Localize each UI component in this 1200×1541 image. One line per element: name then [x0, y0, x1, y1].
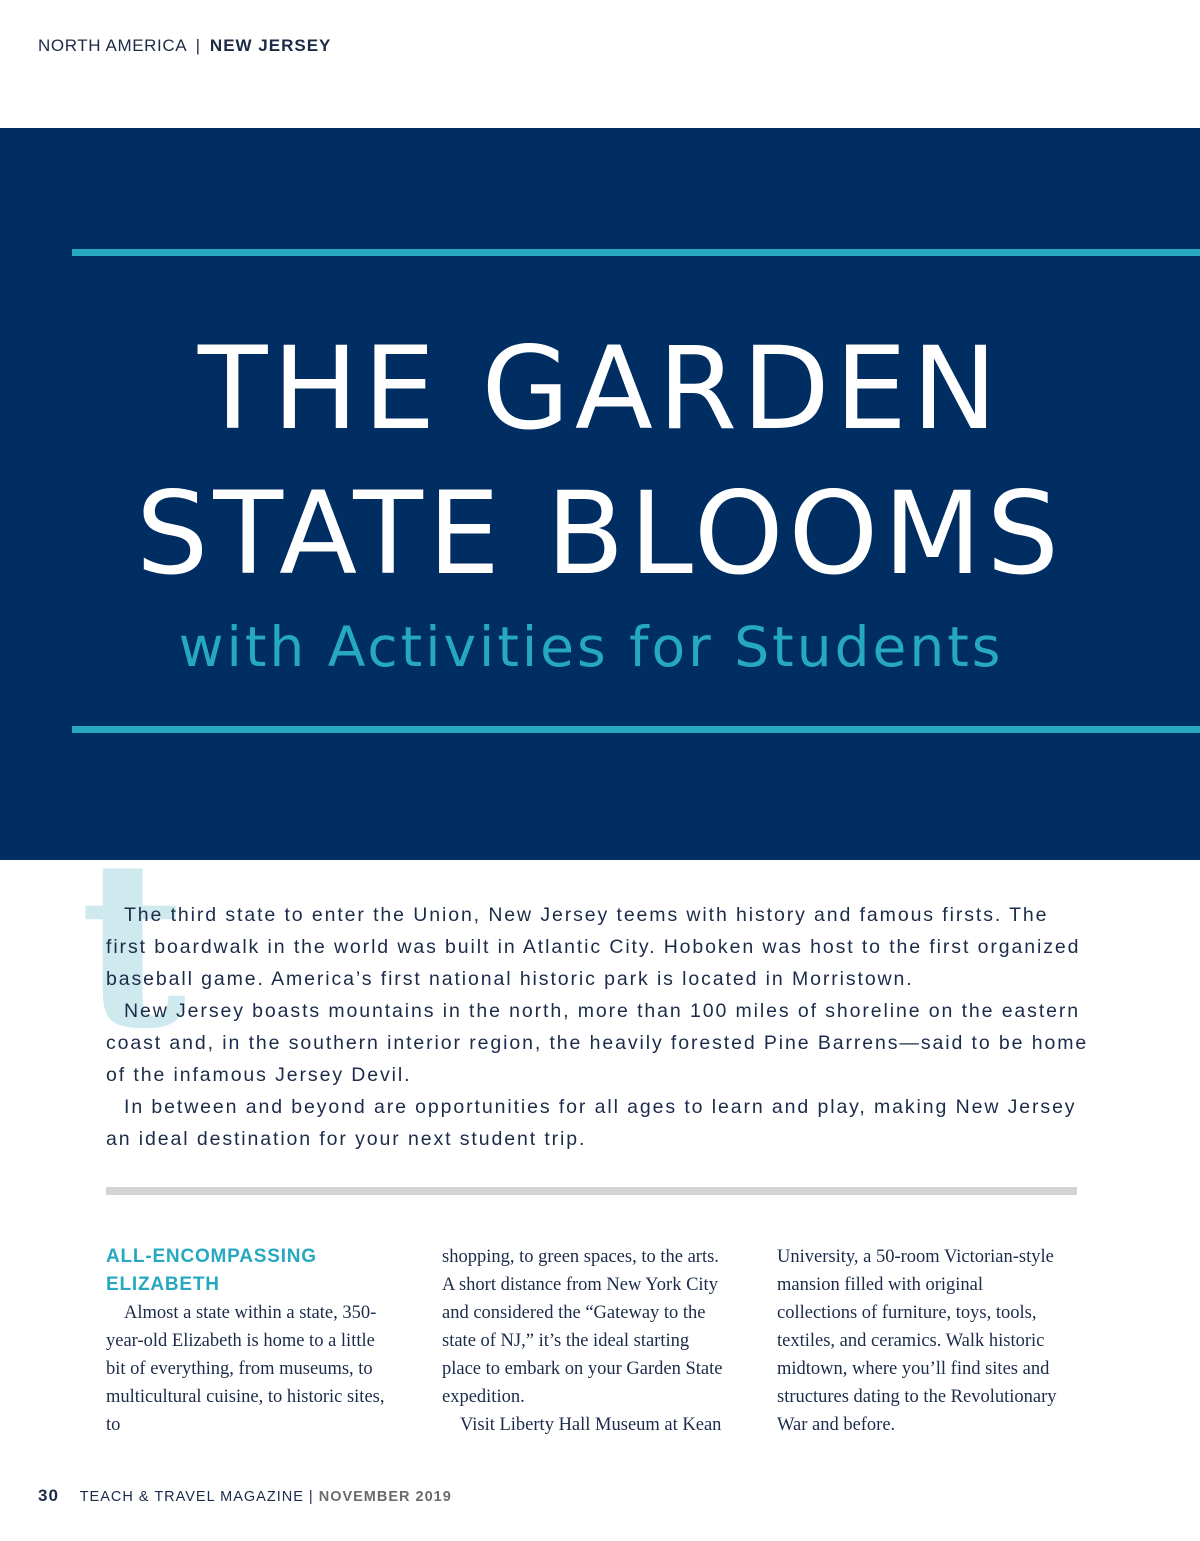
hero-title-line1: THE GARDEN [197, 322, 1003, 455]
intro-paragraph: In between and beyond are opportunities for all ages to learn and play, making New Jersey an ideal destination for your next student trip. [106, 1096, 1077, 1150]
hero-top-rule [72, 249, 1200, 256]
hero-banner [0, 128, 1200, 860]
article-paragraph: University, a 50-room Victorian-style mansion filled with original collections of furniture, toys, tools, textiles, and ceramics. Walk historic midtown, where you’ll find sites and structures dating to the Revolutionary War and before. [777, 1247, 1057, 1435]
section-divider [106, 1187, 1077, 1195]
section-label [38, 36, 331, 56]
intro-text [106, 899, 1096, 1155]
article-column-2 [442, 1243, 732, 1439]
drop-cap: t [80, 810, 187, 1080]
intro-paragraph: New Jersey boasts mountains in the north, more than 100 miles of shoreline on the eastern coast and, in the southern interior region, the heavily forested Pine Barrens—said to be home of the infamous Jersey Devil. [106, 1000, 1089, 1086]
article-heading: ALL-ENCOMPASSING ELIZABETH [106, 1246, 317, 1295]
state-label: NEW JERSEY [209, 36, 332, 55]
hero-subtitle: with Activities for Students [178, 615, 1004, 679]
article-paragraph: Almost a state within a state, 350-year-old Elizabeth is home to a little bit of everything, from museums, to multicultural cuisine, to historic sites, to [106, 1303, 385, 1435]
page-footer [38, 1486, 452, 1506]
label-separator: | [195, 36, 201, 55]
intro-paragraph: The third state to enter the Union, New Jersey teems with history and famous firsts. The first boardwalk in the world was built in Atlantic City. Hoboken was host to the first organized baseball game. America’s first national historic park is located in Morristown. [106, 904, 1081, 990]
article-column-3 [777, 1243, 1067, 1439]
magazine-name: TEACH & TRAVEL MAGAZINE [79, 1489, 304, 1505]
page-number: 30 [38, 1486, 59, 1505]
hero-title-line2: STATE BLOOMS [135, 467, 1065, 600]
article-column-1 [106, 1243, 396, 1439]
article-paragraph: Visit Liberty Hall Museum at Kean [460, 1415, 722, 1435]
article-paragraph: shopping, to green spaces, to the arts. A short distance from New York City and considered the “Gateway to the state of NJ,” it’s the ideal starting place to embark on your Garden State expedition. [442, 1247, 723, 1407]
issue-date: NOVEMBER 2019 [318, 1489, 452, 1505]
footer-separator: | [308, 1489, 314, 1505]
hero-bottom-rule [72, 726, 1200, 733]
region-label: NORTH AMERICA [38, 36, 187, 55]
